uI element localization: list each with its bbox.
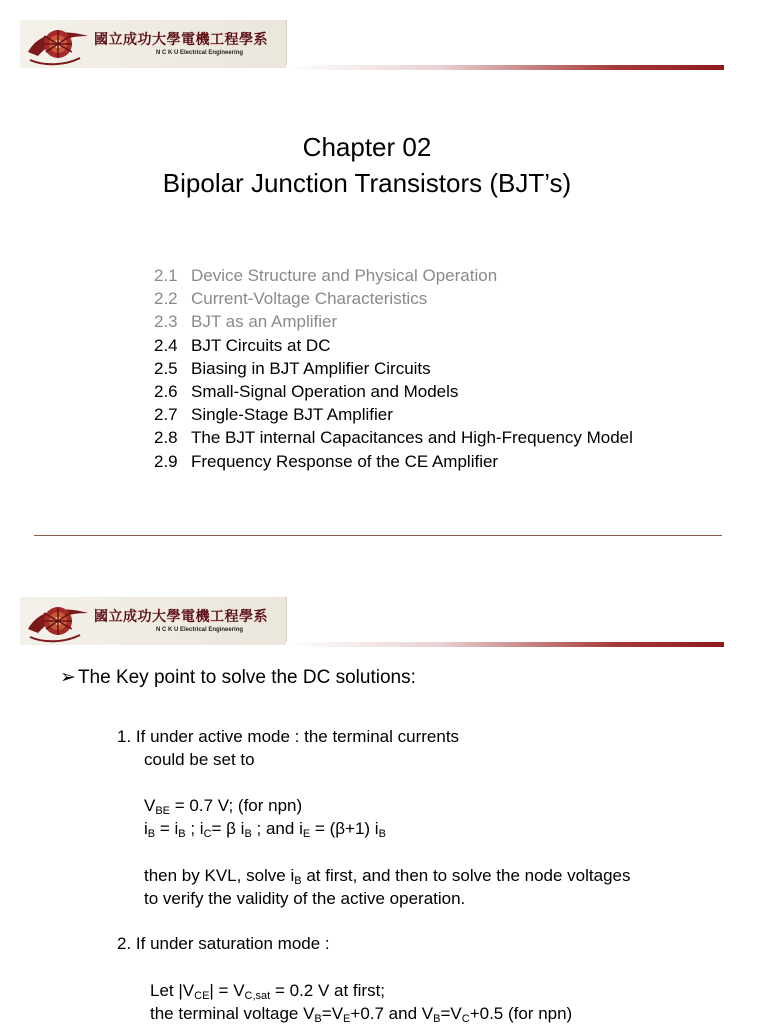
saturation-let bbox=[150, 979, 385, 1002]
eq-part: then by KVL, solve i bbox=[144, 866, 295, 885]
eq-part: = (β+1) i bbox=[310, 819, 379, 838]
subscript: E bbox=[302, 828, 311, 840]
chapter-subtitle: Bipolar Junction Transistors (BJT’s) bbox=[162, 168, 572, 198]
toc-number: 2.1 bbox=[154, 266, 178, 285]
subscript: B bbox=[378, 828, 386, 840]
toc-item bbox=[154, 403, 633, 426]
toc-number: 2.5 bbox=[154, 358, 178, 378]
emblem-icon bbox=[24, 599, 96, 645]
key-point-text: The Key point to solve the DC solutions: bbox=[77, 667, 416, 688]
current-equations bbox=[144, 817, 386, 840]
toc-number: 2.9 bbox=[154, 451, 178, 471]
toc-number: 2.4 bbox=[154, 335, 178, 355]
eq-part: at first, and then to solve the node voltages bbox=[301, 866, 631, 885]
toc-item bbox=[154, 264, 633, 287]
eq-part: = 0.2 V at first; bbox=[270, 981, 386, 1000]
toc-text: Biasing in BJT Amplifier Circuits bbox=[191, 358, 431, 378]
subscript: CE bbox=[194, 990, 210, 1002]
university-logo bbox=[20, 20, 287, 68]
vbe-symbol: V bbox=[144, 796, 156, 815]
toc-item bbox=[154, 450, 633, 473]
toc-text: Frequency Response of the CE Amplifier bbox=[191, 451, 499, 471]
toc-item bbox=[154, 334, 633, 357]
vbe-equation bbox=[144, 794, 302, 817]
saturation-terminal bbox=[150, 1002, 572, 1025]
slide-header bbox=[20, 597, 724, 649]
eq-part: = β i bbox=[211, 819, 245, 838]
header-accent-bar bbox=[286, 642, 724, 647]
eq-part: =V bbox=[321, 1004, 344, 1023]
university-logo bbox=[20, 597, 287, 645]
subscript: B bbox=[433, 1013, 441, 1025]
logo-chinese-text: 國立成功大學電機工程學系 bbox=[94, 609, 268, 625]
eq-part: +0.5 (for npn) bbox=[469, 1004, 573, 1023]
subscript: B bbox=[178, 828, 186, 840]
eq-part: | = V bbox=[209, 981, 245, 1000]
kvl-line-1 bbox=[144, 864, 631, 887]
item2-heading: 2. If under saturation mode : bbox=[117, 934, 330, 953]
key-point-heading bbox=[60, 666, 416, 689]
toc-number: 2.6 bbox=[154, 381, 178, 401]
slide-2 bbox=[0, 597, 768, 1024]
eq-part: i bbox=[144, 819, 148, 838]
subscript: BE bbox=[155, 805, 171, 817]
toc-number: 2.7 bbox=[154, 405, 178, 425]
toc-number: 2.2 bbox=[154, 289, 178, 309]
toc-item bbox=[154, 310, 633, 333]
subscript: E bbox=[343, 1013, 351, 1025]
eq-part: +0.7 and V bbox=[350, 1004, 434, 1023]
toc-item bbox=[154, 380, 633, 403]
logo-english-text: N C K U Electrical Engineering bbox=[156, 627, 244, 633]
toc-text: Current-Voltage Characteristics bbox=[191, 289, 428, 309]
eq-part: Let |V bbox=[150, 981, 195, 1000]
toc-number: 2.3 bbox=[154, 312, 178, 332]
toc-text: BJT as an Amplifier bbox=[191, 312, 338, 332]
subscript: C bbox=[461, 1013, 470, 1025]
logo-english-text: N C K U Electrical Engineering bbox=[156, 50, 244, 56]
toc-text: Device Structure and Physical Operation bbox=[191, 266, 498, 285]
toc-item bbox=[154, 357, 633, 380]
toc-item bbox=[154, 426, 633, 449]
eq-part: the terminal voltage V bbox=[150, 1004, 315, 1023]
slide-header bbox=[20, 20, 724, 72]
subscript: B bbox=[244, 828, 252, 840]
header-accent-bar bbox=[286, 65, 724, 70]
chapter-title: Chapter 02 bbox=[302, 132, 432, 162]
subscript: B bbox=[294, 875, 302, 887]
subscript: B bbox=[314, 1013, 322, 1025]
toc-text: The BJT internal Capacitances and High-Frequency Model bbox=[191, 428, 633, 448]
arrow-bullet-icon: ➢ bbox=[60, 667, 76, 688]
toc-text: BJT Circuits at DC bbox=[191, 335, 331, 355]
item1-continuation: could be set to bbox=[144, 750, 255, 769]
slide-divider bbox=[34, 535, 722, 536]
eq-part: =V bbox=[440, 1004, 462, 1023]
eq-part: ; and i bbox=[251, 819, 303, 838]
subscript: C,sat bbox=[244, 990, 271, 1002]
item1-heading: 1. If under active mode : the terminal currents bbox=[117, 727, 460, 746]
toc-number: 2.8 bbox=[154, 428, 178, 448]
logo-chinese-text: 國立成功大學電機工程學系 bbox=[94, 32, 268, 48]
eq-part: = i bbox=[155, 819, 179, 838]
eq-part: ; i bbox=[185, 819, 204, 838]
subscript: C bbox=[203, 828, 212, 840]
toc-item bbox=[154, 287, 633, 310]
vbe-value: = 0.7 V; (for npn) bbox=[170, 796, 303, 815]
subscript: B bbox=[147, 828, 156, 840]
toc-text: Small-Signal Operation and Models bbox=[191, 381, 459, 401]
kvl-line-2: to verify the validity of the active operation. bbox=[144, 889, 466, 908]
table-of-contents bbox=[154, 264, 633, 473]
toc-text: Single-Stage BJT Amplifier bbox=[191, 405, 393, 425]
emblem-icon bbox=[24, 22, 96, 68]
